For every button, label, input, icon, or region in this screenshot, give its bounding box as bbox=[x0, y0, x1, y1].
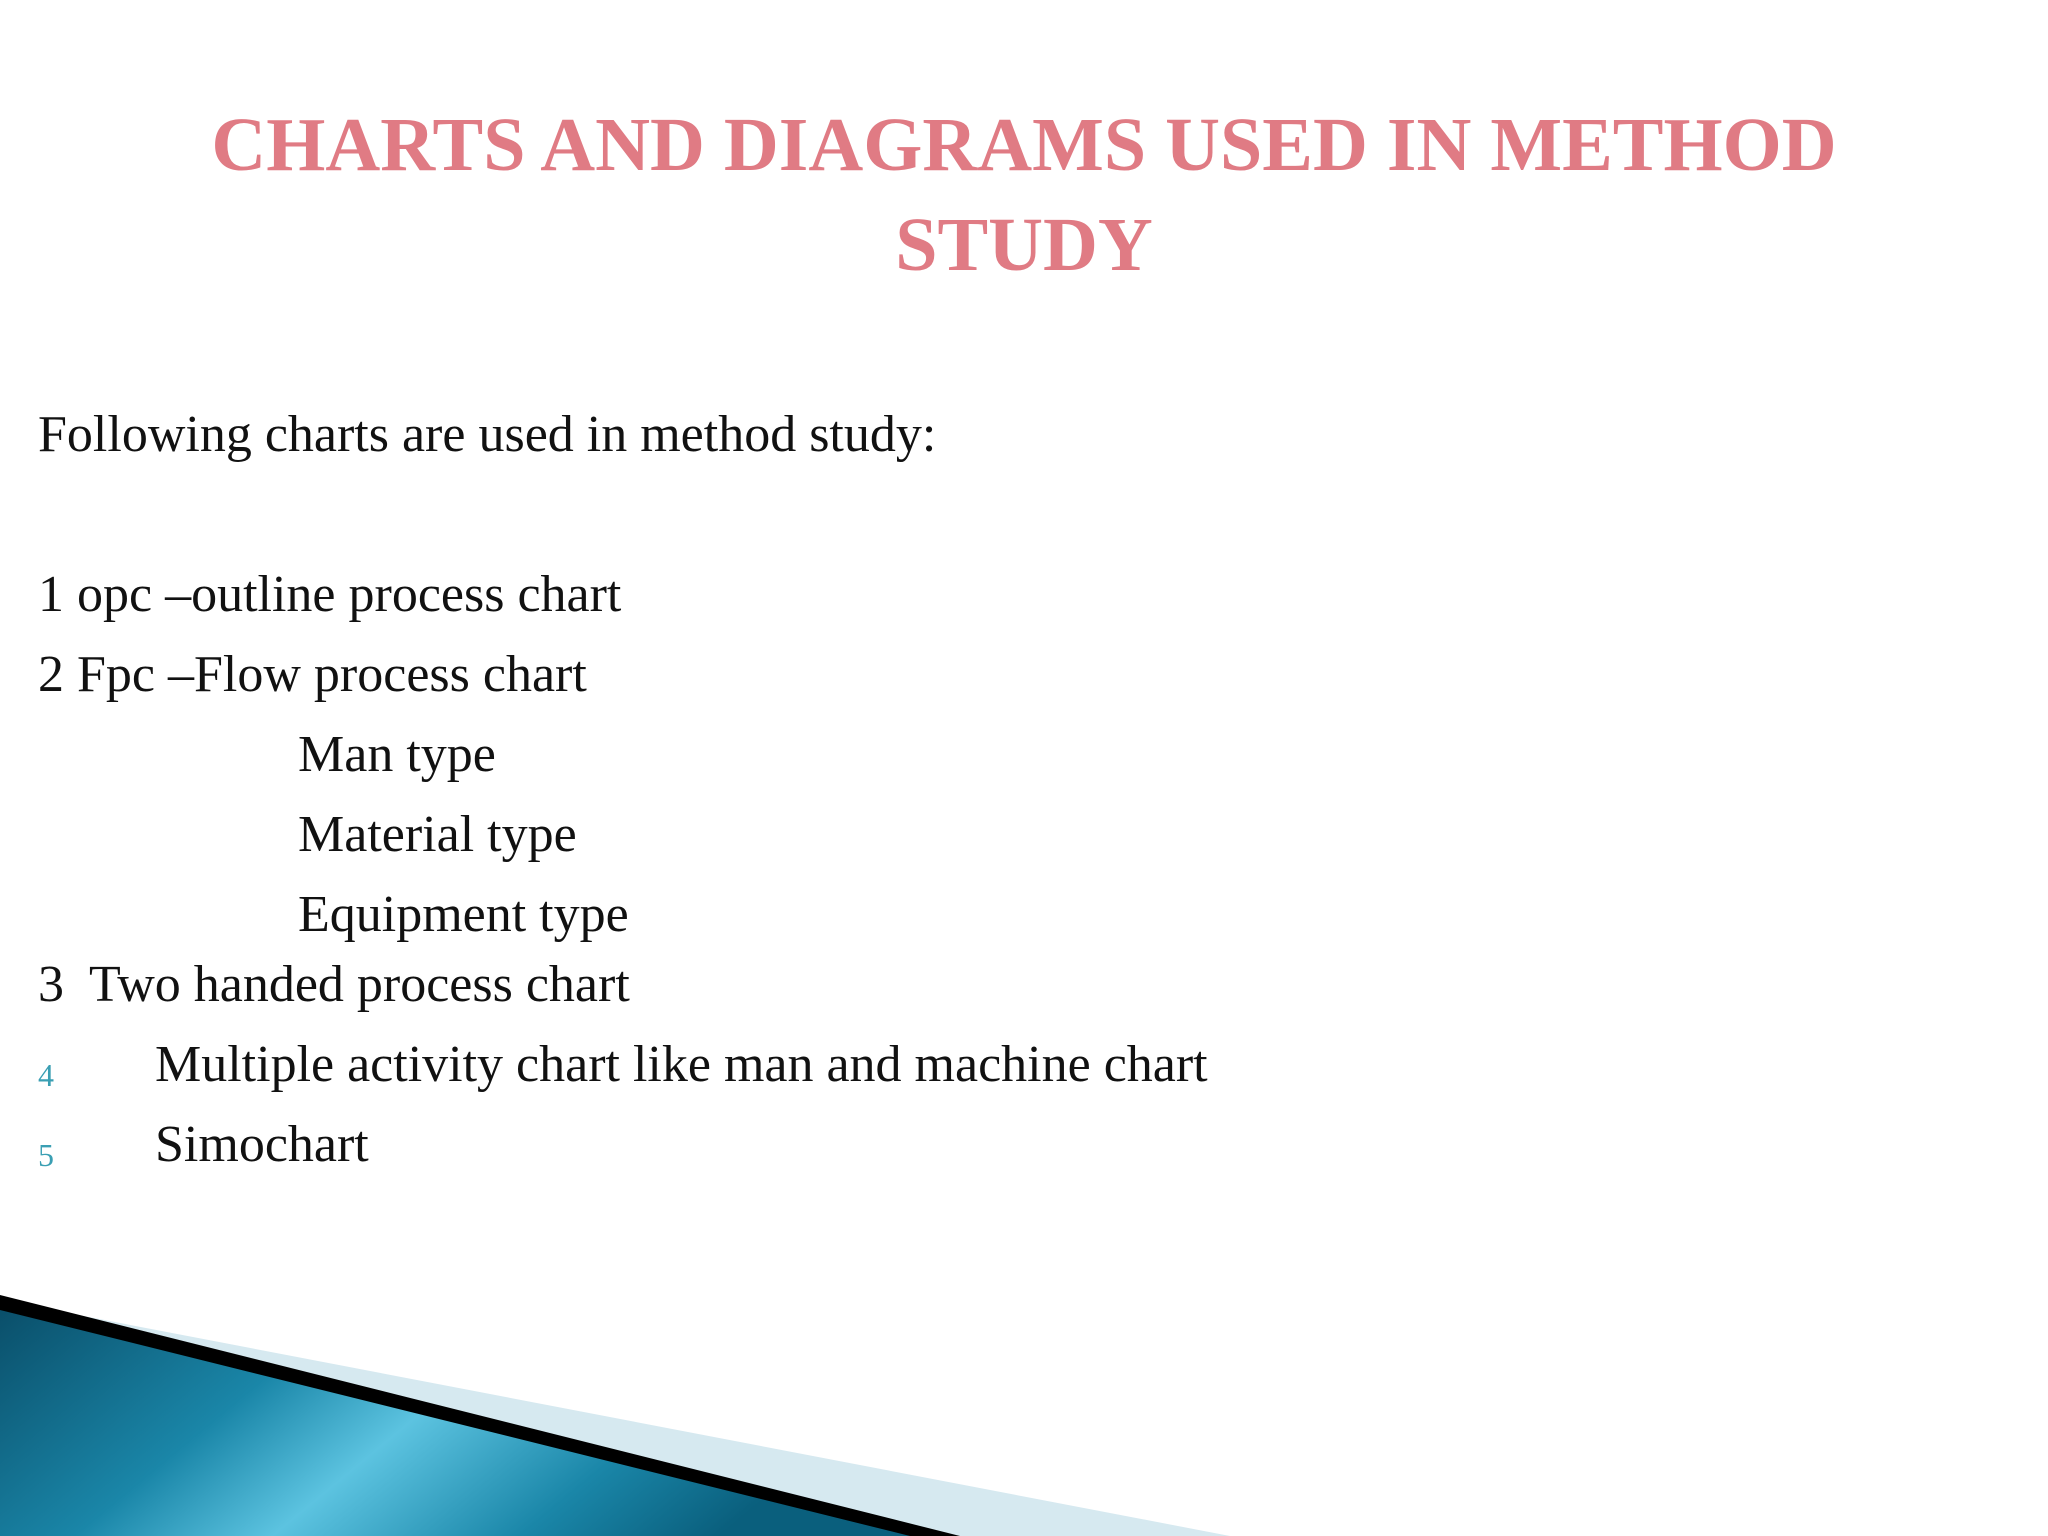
swoosh-pale-band bbox=[0, 1300, 1230, 1536]
list-item-simochart: Simochart bbox=[155, 1116, 369, 1173]
intro-text: Following charts are used in method study: bbox=[38, 406, 937, 463]
sub-item-man-type: Man type bbox=[298, 726, 496, 783]
list-item-opc: 1 opc –outline process chart bbox=[38, 566, 622, 623]
swoosh-blue-band bbox=[0, 1310, 910, 1536]
list-item-two-handed: 3 Two handed process chart bbox=[38, 956, 630, 1013]
list-item-multiple-activity: Multiple activity chart like man and machine chart bbox=[155, 1036, 1208, 1093]
slide-title-line-2: STUDY bbox=[895, 203, 1153, 287]
list-number-4: 4 bbox=[38, 1057, 54, 1093]
sub-item-material-type: Material type bbox=[298, 806, 577, 863]
slide-title-line-1: CHARTS AND DIAGRAMS USED IN METHOD bbox=[211, 103, 1837, 187]
list-item-fpc: 2 Fpc –Flow process chart bbox=[38, 646, 587, 703]
slide-title bbox=[0, 95, 2048, 295]
list-number-5: 5 bbox=[38, 1137, 54, 1173]
swoosh-black-band bbox=[0, 1295, 960, 1536]
sub-item-equipment-type: Equipment type bbox=[298, 886, 629, 943]
